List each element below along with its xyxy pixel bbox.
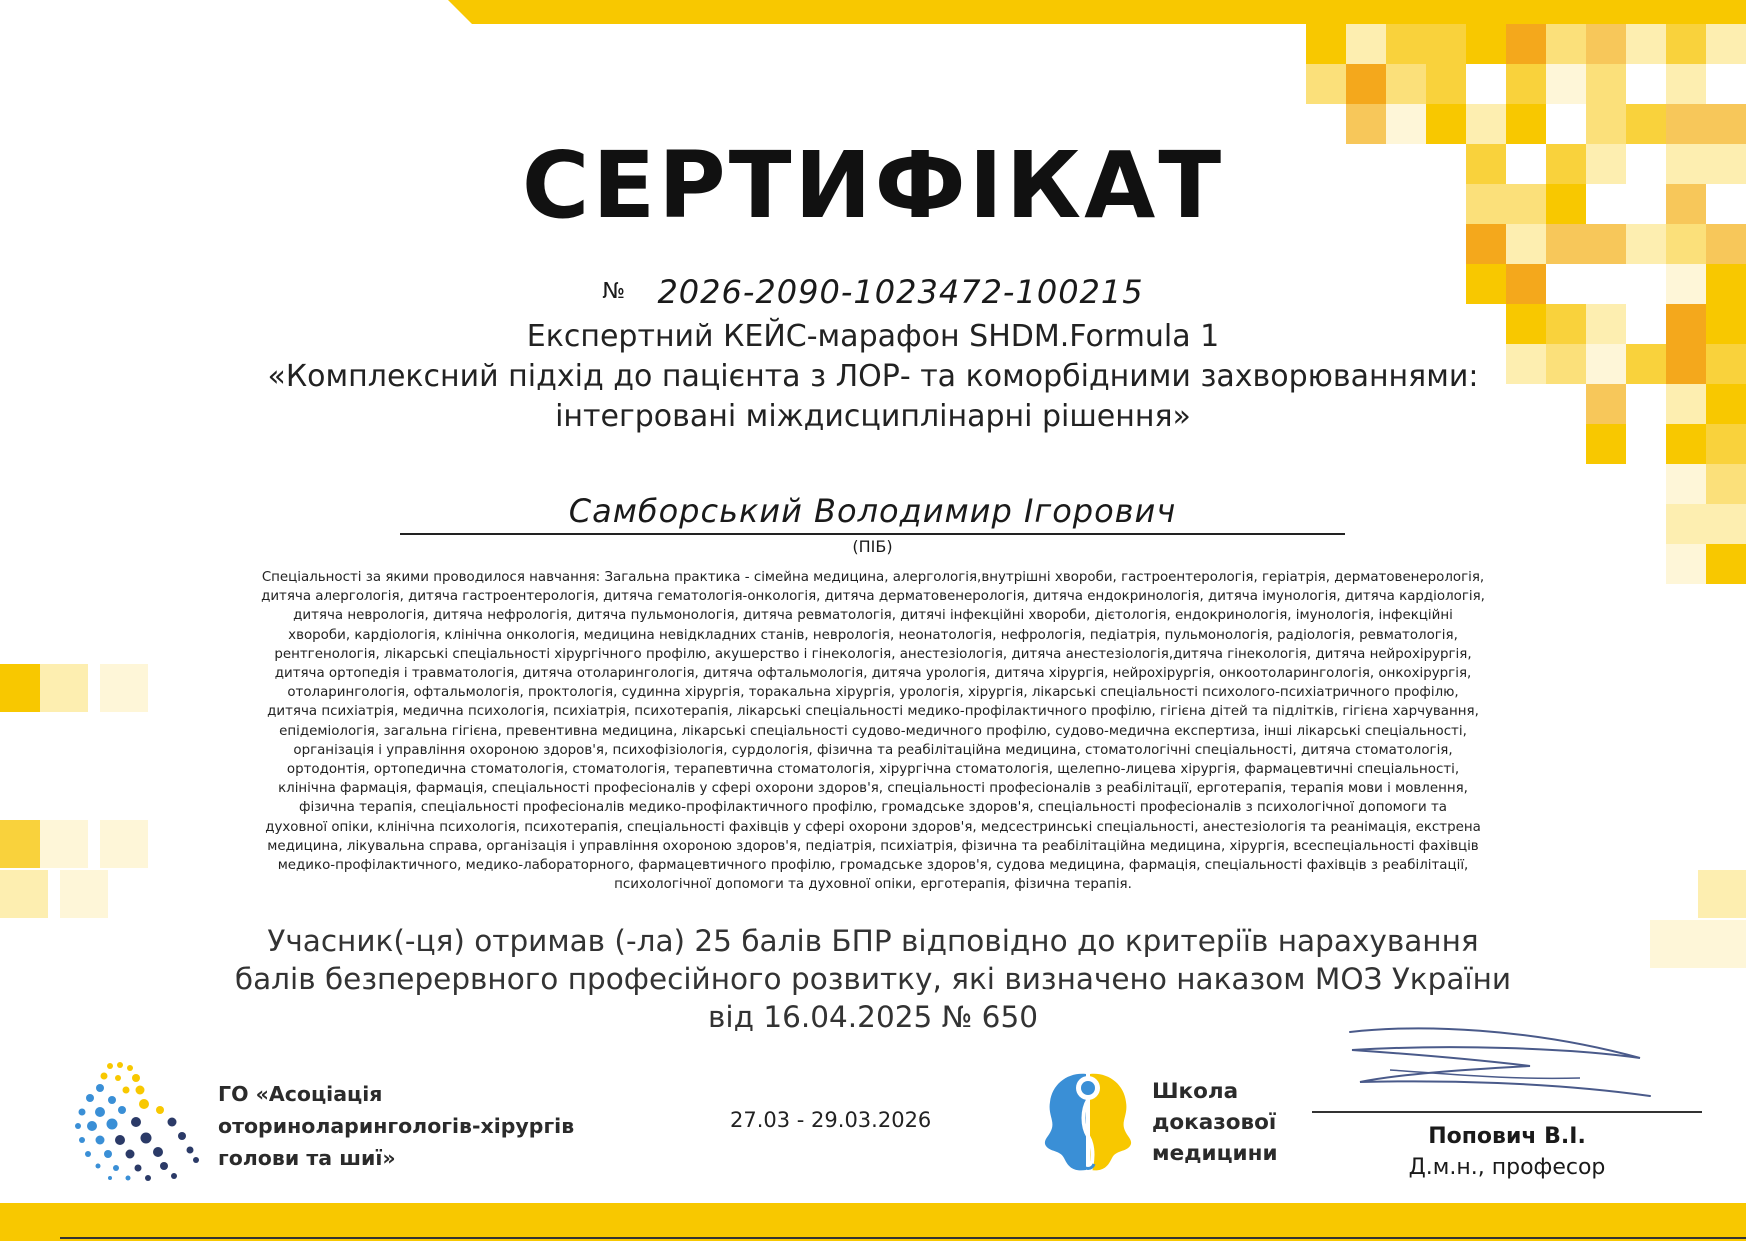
mosaic-tile	[1346, 104, 1386, 144]
mosaic-tile	[1386, 64, 1426, 104]
mosaic-tile	[1386, 24, 1426, 64]
association-logo-icon	[72, 1060, 204, 1182]
mosaic-tile	[1546, 64, 1586, 104]
mosaic-tile	[1426, 64, 1466, 104]
mosaic-tile	[100, 664, 148, 712]
mosaic-tile	[1666, 104, 1706, 144]
mosaic-tile	[1666, 24, 1706, 64]
mosaic-tile	[1666, 544, 1706, 584]
mosaic-tile	[40, 664, 88, 712]
school-line: медицини	[1152, 1141, 1278, 1166]
points-line: Учасник(-ця) отримав (-ла) 25 балів БПР відповідно до критеріїв нарахування	[267, 924, 1479, 958]
mosaic-tile	[1506, 64, 1546, 104]
specialties-line: отоларингологія, офтальмологія, проктологія, судинна хірургія, торакальна хірургія, урологія, хірургія, лікарські спеціальності психолого-психіатричного профілю,	[287, 685, 1459, 701]
mosaic-tile	[1426, 24, 1466, 64]
specialties-line: фізична терапія, спеціальності професіоналів медико-профілактичного профілю, громадське здоров'я, спеціальності професіоналів з психологічної допомоги та	[299, 800, 1447, 816]
specialties-line: медико-профілактичного, медико-лабораторного, фармацевтичного профілю, громадське здоров'я, судова медицина, фармація, спеціальності фахівців з реабілітації,	[277, 858, 1469, 874]
organizer-line: ГО «Асоціація	[218, 1082, 383, 1106]
mosaic-tile	[1706, 24, 1746, 64]
mosaic-tile	[1626, 24, 1666, 64]
event-title	[0, 317, 1746, 437]
specialties-line: хвороби, кардіологія, клінічна онкологія, медицина невідкладних станів, неврологія, неонатологія, нефрологія, педіатрія, пульмонологія, радіологія, ревматологія,	[288, 627, 1458, 643]
specialties-line: дитяча алергологія, дитяча гастроентерологія, дитяча гематологія-онкологія, дитяча дерматовенерологія, дитяча ендокринологія, дитяча імунологія, дитяча кардіологія,	[261, 589, 1485, 605]
event-title-line: інтегровані міждисциплінарні рішення»	[555, 399, 1191, 434]
specialties-line: ортодонтія, ортопедична стоматологія, стоматологія, терапевтична стоматологія, хірургічна стоматологія, щелепно-лицева хірургія, фармацевтичні спеціальності,	[286, 762, 1460, 778]
signature-scribble-icon	[1330, 1020, 1670, 1120]
mosaic-tile	[1306, 64, 1346, 104]
school-line: доказової	[1152, 1110, 1277, 1135]
specialties-line: дитяча неврологія, дитяча нефрологія, дитяча пульмонологія, дитяча ревматологія, дитячі інфекційні хвороби, дієтологія, ендокринологія, імунологія, інфекційні	[293, 608, 1453, 624]
mosaic-tile	[1506, 104, 1546, 144]
school-name	[1152, 1076, 1278, 1169]
signatory-title: Д.м.н., професор	[1408, 1155, 1606, 1180]
mosaic-tile	[40, 820, 88, 868]
mosaic-tile	[1586, 24, 1626, 64]
event-title-line: «Комплексний підхід до пацієнта з ЛОР- та коморбідними захворюваннями:	[267, 359, 1479, 394]
mosaic-tile	[1626, 104, 1666, 144]
specialties-line: медицина, лікувальна справа, організація і управління охороною здоров'я, педіатрія, психіатрія, фізична та реабілітаційна медицина, хірургія, всеспеціальності фахівців	[267, 838, 1479, 854]
specialties-text	[150, 568, 1596, 894]
points-statement	[0, 922, 1746, 1036]
specialties-line: рентгенологія, лікарські спеціальності хірургічного профілю, акушерство і гінекологія, анестезіологія, дитяча анестезіологія,дитяча гінекологія, дитяча нейрохірургія,	[274, 646, 1472, 662]
mosaic-tile	[1706, 504, 1746, 544]
number-sign: №	[602, 279, 626, 304]
mosaic-tile	[1666, 64, 1706, 104]
mosaic-tile	[1306, 24, 1346, 64]
mosaic-tile	[1546, 24, 1586, 64]
mosaic-tile	[1466, 24, 1506, 64]
bottom-rule	[60, 1237, 1746, 1239]
specialties-line: духовної опіки, клінічна психологія, психотерапія, спеціальності фахівців у сфері охорони здоров'я, медсестринські спеціальності, анестезіологія та реанімація, екстрена	[265, 819, 1481, 835]
participant-name: Самборський Володимир Ігорович	[568, 492, 1177, 530]
mosaic-tile	[1346, 24, 1386, 64]
signature-line	[1312, 1111, 1702, 1113]
specialties-line: клінічна фармація, фармація, спеціальності професіоналів у сфері охорони здоров'я, спеціальності професіоналів з реабілітації, ерготерапія, терапія мови і мовлення,	[278, 781, 1468, 797]
mosaic-tile	[1386, 104, 1426, 144]
mosaic-tile	[100, 820, 148, 868]
organizer-line: голови та шиї»	[218, 1146, 396, 1170]
mosaic-tile	[1586, 64, 1626, 104]
event-title-line: Експертний КЕЙС-марафон SHDM.Formula 1	[526, 319, 1220, 354]
mosaic-tile	[1666, 464, 1706, 504]
name-underline	[400, 533, 1345, 535]
certificate-title: СЕРТИФІКАТ	[521, 132, 1225, 239]
specialties-line: Спеціальності за якими проводилося навчання: Загальна практика - сімейна медицина, алергологія,внутрішні хвороби, гастроентерологія, геріатрія, дерматовенерологія,	[261, 570, 1485, 585]
top-yellow-band	[448, 0, 1746, 24]
mosaic-tile	[1666, 504, 1706, 544]
mosaic-tile	[1506, 24, 1546, 64]
mosaic-tile	[1426, 104, 1466, 144]
name-caption: (ПІБ)	[852, 537, 893, 556]
signatory-name: Попович В.І.	[1428, 1124, 1586, 1149]
certificate-number-row	[0, 270, 1746, 312]
school-logo-icon	[1038, 1066, 1138, 1182]
school-line: Школа	[1152, 1079, 1239, 1104]
organizer-name	[218, 1078, 574, 1174]
mosaic-tile	[1706, 104, 1746, 144]
specialties-line: епідеміологія, загальна гігієна, превентивна медицина, лікарські спеціальності судово-медичного профілю, судово-медична експертиза, інші лікарські спеціальності,	[279, 723, 1467, 739]
mosaic-tile	[60, 870, 108, 918]
specialties-line: організація і управління охороною здоров'я, психофізіологія, сурдологія, фізична та реабілітаційна медицина, стоматологічні спеціальності, дитяча стоматологія,	[293, 742, 1453, 758]
event-dates: 27.03 - 29.03.2026	[730, 1108, 932, 1132]
mosaic-tile	[1346, 64, 1386, 104]
points-line: від 16.04.2025 № 650	[707, 1000, 1038, 1034]
mosaic-tile	[1706, 544, 1746, 584]
mosaic-tile	[1706, 464, 1746, 504]
mosaic-tile	[0, 870, 48, 918]
organizer-line: оториноларингологів-хірургів	[218, 1114, 575, 1138]
mosaic-tile	[1698, 870, 1746, 918]
certificate-number: 2026-2090-1023472-100215	[657, 273, 1144, 311]
specialties-line: дитяча психіатрія, медична психологія, психіатрія, психотерапія, лікарські спеціальності медико-профілактичного профілю, гігієна дітей та підлітків, гігієна харчування,	[267, 704, 1479, 720]
mosaic-tile	[1466, 104, 1506, 144]
bottom-yellow-band	[0, 1203, 1746, 1241]
points-line: балів безперервного професійного розвитку, які визначено наказом МОЗ України	[234, 962, 1512, 996]
mosaic-tile	[1586, 104, 1626, 144]
specialties-line: психологічної допомоги та духовної опіки, ерготерапія, фізична терапія.	[614, 877, 1132, 893]
specialties-line: дитяча ортопедія і травматологія, дитяча отоларингологія, дитяча офтальмологія, дитяча урологія, дитяча хірургія, нейрохірургія, онкоотоларингологія, онкохірургія,	[274, 666, 1472, 682]
